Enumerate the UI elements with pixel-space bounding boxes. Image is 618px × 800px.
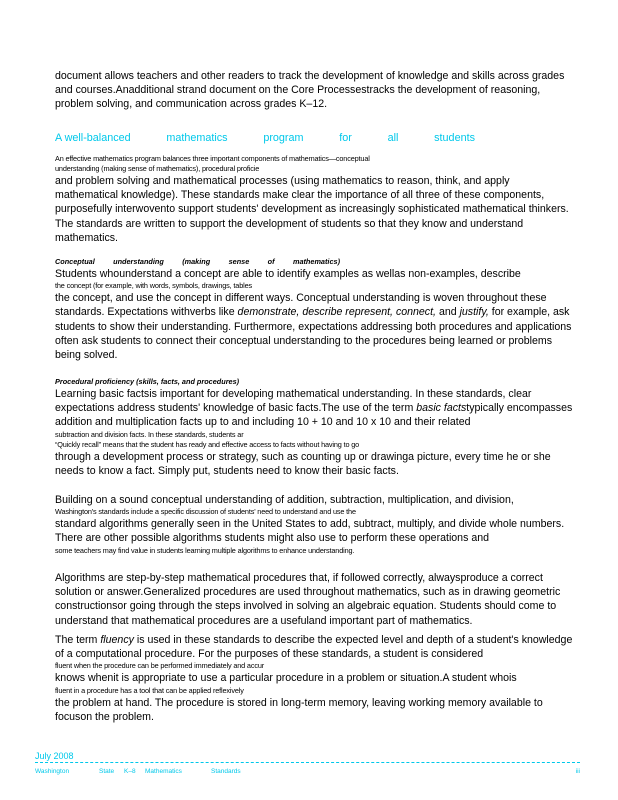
fluency-body-3: the problem at hand. The procedure is stored in long-term memory, leaving working memory available to focuson the problem. [55,696,543,723]
conceptual-em-verbs: demonstrate, describe represent, connect, [237,306,436,319]
fluency-body-a: is used in these standards to describe the expected level and depth of a student's knowledge of a computational procedure. For the purposes of these standards, a student is considered [55,634,573,661]
algorithms-paragraph-1 [55,493,575,556]
intro-paragraph [55,69,575,112]
algorithms-paragraph-2 [55,571,575,628]
fluency-pre: The term [55,634,101,646]
algorithms-definition: Algorithms are step-by-step mathematical procedures that, if followed correctly, alwaysproduce a correct solution or answer.Generalized procedures are used throughout mathematics, such as in drawing geometric constructionsor going through the steps involved in solving an algebraic equation. Students should come to understand that mathematical procedures are a usefuland important part of mathematics. [55,572,561,627]
footer-word: Washington [35,768,70,775]
procedural-body-2: through a development process or strategy, such as counting up or drawinga picture, every time he or she needs to know a fact. Simply put, students need to know their basic facts. [55,450,551,477]
conceptual-body-b: and [436,306,460,319]
conceptual-heading-word: of [267,257,275,266]
footer-word: Standards [211,768,241,775]
heading-word: students [434,132,475,144]
conceptual-heading [55,257,340,267]
procedural-em-basic-facts: basic facts [416,402,467,415]
conceptual-em-justify: justify, [459,306,489,319]
conceptual-body-a: the concept, and use the concept in different ways. Conceptual understanding is woven throughout these standards. Expectations withverbs like [55,292,547,319]
heading-word: program [263,132,304,144]
balanced-body: and problem solving and mathematical processes (using mathematics to reason, think, and apply mathematical knowledge). These standards make clear the importance of all three of these components, purposefully interwovento support students' development as increasingly sophisticated mathematical thinkers. The standards are written to support the development of students so that they know and understand mathematics. [55,175,569,244]
footer-word: K–8 [124,768,136,775]
conceptual-heading-word: Conceptual [55,257,95,266]
procedural-body-a: Learning basic factsis important for developing mathematical understanding. In these standards, clear expectations address students' knowledge of basic facts.The use of the term [55,388,532,415]
page-number: iii [575,768,580,775]
footer-word: State [99,768,115,775]
procedural-section [55,377,575,478]
fluency-em-term: fluency [100,634,134,646]
heading-word: A well-balanced [55,132,131,144]
algorithms-small-line-1: Washington's standards include a specific discussion of students' need to understand and use the [55,507,356,517]
algorithms-body: standard algorithms generally seen in the United States to add, subtract, multiply, and divide whole numbers. There are other possible algorithms students might also use to perform these operations and [55,518,565,545]
procedural-small-line-1: subtraction and division facts. In these standards, students ar [55,429,244,439]
footer-word: Mathematics [145,768,182,775]
section-heading [55,132,475,144]
algorithms-line-1: Building on a sound conceptual understanding of addition, subtraction, multiplication, and division, [55,494,514,506]
fluency-small-line-2: fluent in a procedure has a tool that can be applied reflexively [55,685,244,695]
footer-date: July 2008 [35,751,74,761]
intro-text: document allows teachers and other readers to track the development of knowledge and skills across grades and courses.Anadditional strand document on the Core Processestracks the development of reasoning, problem solving, and communication across grades K–12. [55,70,565,111]
fluency-small-line-1: fluent when the procedure can be performed immediately and accur [55,661,265,671]
procedural-body-1 [55,387,575,430]
footer-divider [35,762,580,763]
heading-word: all [387,132,399,144]
conceptual-heading-word: sense [228,257,250,266]
procedural-body-b: typically encompasses addition and multiplication facts up to and including 10 + 10 and 10 x 10 and their related [55,402,573,429]
conceptual-section [55,257,575,362]
algorithms-small-line-2: some teachers may find value in students learning multiple algorithms to enhance understanding. [55,545,355,555]
conceptual-heading-word: mathematics) [292,257,340,266]
conceptual-body-c: for example, ask students to show their understanding. Furthermore, expectations addressing both procedures and applications often ask students to connect their conceptual understanding to the procedures being learned or problems being solved. [55,306,572,362]
fluency-body-2: knows whenit is appropriate to use a particular procedure in a problem or situation.A student whois [55,672,517,685]
fluency-body-1 [55,633,575,661]
conceptual-body [55,291,575,362]
conceptual-small-line: the concept (for example, with words, symbols, drawings, tables [55,281,252,291]
conceptual-heading-word: (making [182,257,211,266]
heading-word: for [339,132,352,144]
balanced-small-line-1: An effective mathematics program balances three important components of mathematics—conceptual [55,154,370,163]
fluency-paragraph [55,633,575,724]
heading-word: mathematics [166,132,228,144]
conceptual-line-1: Students whounderstand a concept are able to identify examples as wellas non-examples, describe [55,268,521,280]
balanced-small-line-2: understanding (making sense of mathematics), procedural proficie [55,164,260,173]
procedural-heading: Procedural proficiency (skills, facts, and procedures) [55,377,240,386]
procedural-small-line-2: “Quickly recall” means that the student has ready and effective access to facts without having to go [55,439,360,449]
conceptual-heading-word: understanding [113,257,164,266]
balanced-paragraph [55,154,575,245]
